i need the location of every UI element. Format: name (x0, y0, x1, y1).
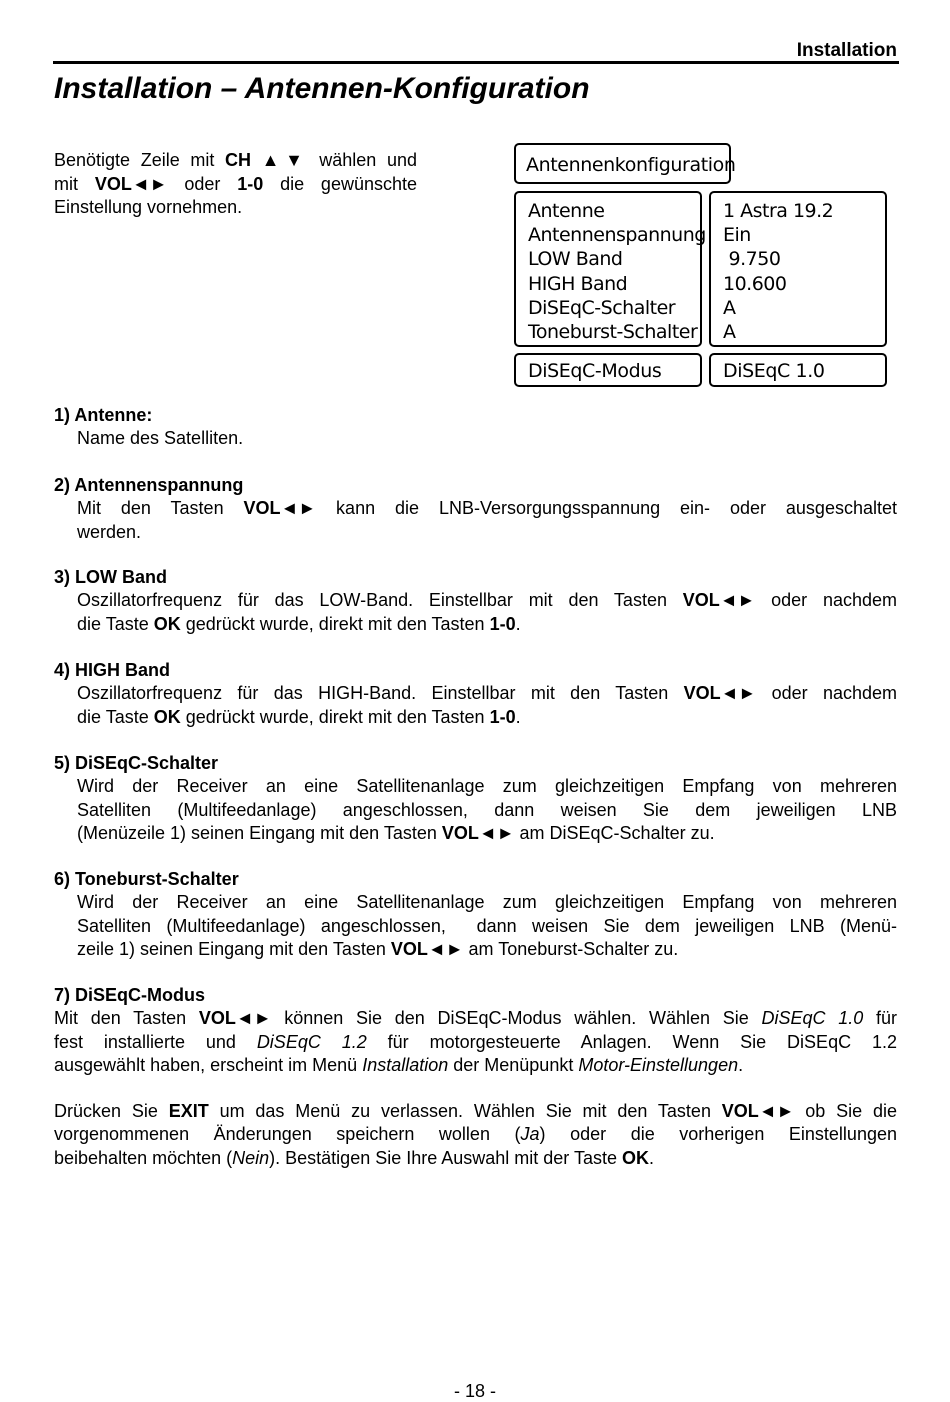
intro-line (54, 149, 417, 173)
key-vol: VOL◄► (683, 683, 757, 704)
menu-label: Antennenspannung (528, 224, 706, 247)
section-diseqc-schalter (54, 752, 897, 845)
section-body (54, 682, 897, 729)
menu-value: 9.750 (723, 248, 781, 271)
menu-value: 1 Astra 19.2 (723, 200, 834, 222)
text: beibehalten möchten ( (54, 1147, 233, 1168)
antenna-config-menu (511, 141, 887, 389)
text-line: Wird der Receiver an eine Satellitenanlage zum gleichzeitigen Empfang von mehreren (77, 892, 897, 913)
key-vol: VOL◄► (390, 938, 464, 959)
menu-label: Antenne (528, 200, 605, 222)
menu-label: HIGH Band (528, 272, 628, 295)
term: Installation (362, 1054, 449, 1075)
menu-value: Ein (723, 224, 751, 247)
text-line (54, 1100, 897, 1123)
text: kann die LNB-Versorgungsspannung ein- oder ausgeschaltet (316, 498, 897, 519)
page-number: - 18 - (453, 1381, 496, 1401)
menu-mode-label-box (514, 353, 702, 387)
text: . (515, 613, 521, 634)
text: ). Bestätigen Sie Ihre Auswahl mit der Taste (269, 1147, 623, 1168)
closing-paragraph (54, 1100, 897, 1170)
text-line (77, 822, 897, 845)
text-line (54, 1147, 897, 1170)
text-line (77, 706, 897, 729)
text: (Menüzeile 1) seinen Eingang mit den Tasten (77, 822, 442, 843)
text: Drücken Sie (54, 1101, 169, 1121)
menu-mode-value-box (709, 353, 887, 387)
text: zeile 1) seinen Eingang mit den Tasten (77, 938, 391, 959)
term: Nein (232, 1147, 270, 1168)
menu-label: Toneburst-Schalter (528, 320, 698, 343)
text-line: Name des Satelliten. (77, 428, 244, 449)
text-line: Satelliten (Multifeedanlage) angeschlossen, dann weisen Sie dem jeweiligen LNB (Menü- (77, 915, 897, 936)
text: fest installierte und (54, 1031, 257, 1052)
menu-title-box (514, 143, 736, 184)
text: ob Sie die (794, 1101, 897, 1121)
key-ok: OK (153, 613, 181, 634)
intro-line: Einstellung vornehmen. (54, 197, 243, 217)
key-digits: 1-0 (489, 613, 516, 634)
term: DiSEqC 1.2 (256, 1031, 367, 1052)
text-line (54, 1123, 897, 1146)
key-ch: CH ▲▼ (225, 150, 309, 170)
key-vol: VOL◄► (441, 822, 515, 843)
key-vol: VOL◄► (94, 173, 168, 194)
section-heading: 5) DiSEqC-Schalter (54, 753, 219, 773)
section-heading: 1) Antenne: (54, 405, 153, 425)
section-diseqc-modus (54, 984, 897, 1077)
section-antenne (54, 404, 897, 451)
text: Mit den Tasten (54, 1008, 199, 1029)
text-line: werden. (77, 521, 142, 542)
menu-values-box (709, 191, 887, 347)
page-title: Installation – Antennen-Konfiguration (54, 72, 590, 105)
intro-paragraph (54, 149, 417, 220)
term: DiSEqC 1.0 (761, 1008, 864, 1029)
text-line (77, 682, 897, 705)
running-header: Installation (796, 40, 897, 61)
text: die Taste (77, 613, 154, 634)
term: Ja (520, 1124, 540, 1145)
text: gedrückt wurde, direkt mit den Tasten (180, 706, 490, 727)
text: . (515, 706, 521, 727)
text-line (54, 1031, 897, 1054)
menu-value: A (723, 296, 736, 319)
text: für (863, 1008, 897, 1029)
text: wählen und (308, 150, 418, 170)
key-ok: OK (153, 706, 181, 727)
menu-title: Antennenkonfiguration (526, 154, 736, 176)
text-line: Satelliten (Multifeedanlage) angeschlossen, dann weisen Sie dem jeweiligen LNB (77, 799, 897, 820)
text: am DiSEqC-Schalter zu. (514, 822, 715, 843)
text: ) oder die vorherigen Einstellungen (539, 1124, 897, 1145)
text: der Menüpunkt (448, 1054, 579, 1075)
key-digits: 1-0 (489, 706, 516, 727)
section-body (54, 775, 897, 845)
text: am Toneburst-Schalter zu. (463, 938, 679, 959)
text: Mit den Tasten (77, 498, 244, 519)
section-heading: 7) DiSEqC-Modus (54, 985, 205, 1005)
text: oder (167, 173, 238, 194)
text: Benötigte Zeile mit (54, 150, 226, 170)
section-body (54, 497, 897, 544)
text: vorgenommenen Änderungen speichern wollen ( (54, 1124, 521, 1145)
text-line (77, 497, 897, 520)
text: mit (54, 173, 95, 194)
section-heading: 2) Antennenspannung (54, 475, 244, 495)
menu-value: A (723, 320, 736, 343)
section-body (54, 1100, 897, 1170)
text-line (54, 1054, 897, 1077)
section-body (54, 1007, 897, 1077)
section-toneburst-schalter (54, 868, 897, 961)
text-line (77, 589, 897, 612)
text-line (54, 1007, 897, 1030)
text: ausgewählt haben, erscheint im Menü (54, 1054, 363, 1075)
key-exit: EXIT (168, 1101, 209, 1121)
menu-labels-box (514, 191, 706, 347)
text: oder nachdem (755, 590, 897, 611)
key-digits: 1-0 (237, 173, 264, 194)
text: für motorgesteuerte Anlagen. Wenn Sie DiSEqC 1.2 (366, 1031, 898, 1052)
menu-label: LOW Band (528, 248, 623, 271)
key-vol: VOL◄► (682, 590, 756, 611)
header-rule (53, 61, 899, 64)
text-line (77, 613, 897, 636)
menu-value: 10.600 (723, 272, 787, 295)
menu-mode-value: DiSEqC 1.0 (723, 360, 825, 382)
key-vol: VOL◄► (721, 1101, 795, 1121)
key-vol: VOL◄► (243, 498, 317, 519)
section-heading: 4) HIGH Band (54, 660, 171, 680)
intro-line (54, 173, 417, 197)
section-low-band (54, 566, 897, 636)
text: Oszillatorfrequenz für das HIGH-Band. Einstellbar mit den Tasten (77, 683, 684, 704)
term: Motor-Einstellungen (578, 1054, 739, 1075)
text: . (649, 1147, 655, 1168)
section-high-band (54, 659, 897, 729)
menu-label: DiSEqC-Schalter (528, 296, 676, 319)
text: um das Menü zu verlassen. Wählen Sie mit den Tasten (208, 1101, 722, 1121)
key-vol: VOL◄► (198, 1008, 272, 1029)
text: oder nachdem (756, 683, 897, 704)
section-body (54, 589, 897, 636)
section-antennenspannung (54, 474, 897, 544)
section-body (54, 891, 897, 961)
text: Oszillatorfrequenz für das LOW-Band. Einstellbar mit den Tasten (77, 590, 683, 611)
section-heading: 3) LOW Band (54, 567, 167, 587)
section-body (54, 427, 897, 450)
section-heading: 6) Toneburst-Schalter (54, 869, 239, 889)
text-line: Wird der Receiver an eine Satellitenanlage zum gleichzeitigen Empfang von mehreren (77, 776, 897, 797)
menu-mode-label: DiSEqC-Modus (528, 360, 662, 382)
text-line (77, 938, 897, 961)
text: gedrückt wurde, direkt mit den Tasten (180, 613, 490, 634)
text: können Sie den DiSEqC-Modus wählen. Wählen Sie (271, 1008, 762, 1029)
text: die Taste (77, 706, 154, 727)
text: . (738, 1054, 744, 1075)
text: die gewünschte (263, 173, 417, 194)
key-ok: OK (622, 1147, 650, 1168)
